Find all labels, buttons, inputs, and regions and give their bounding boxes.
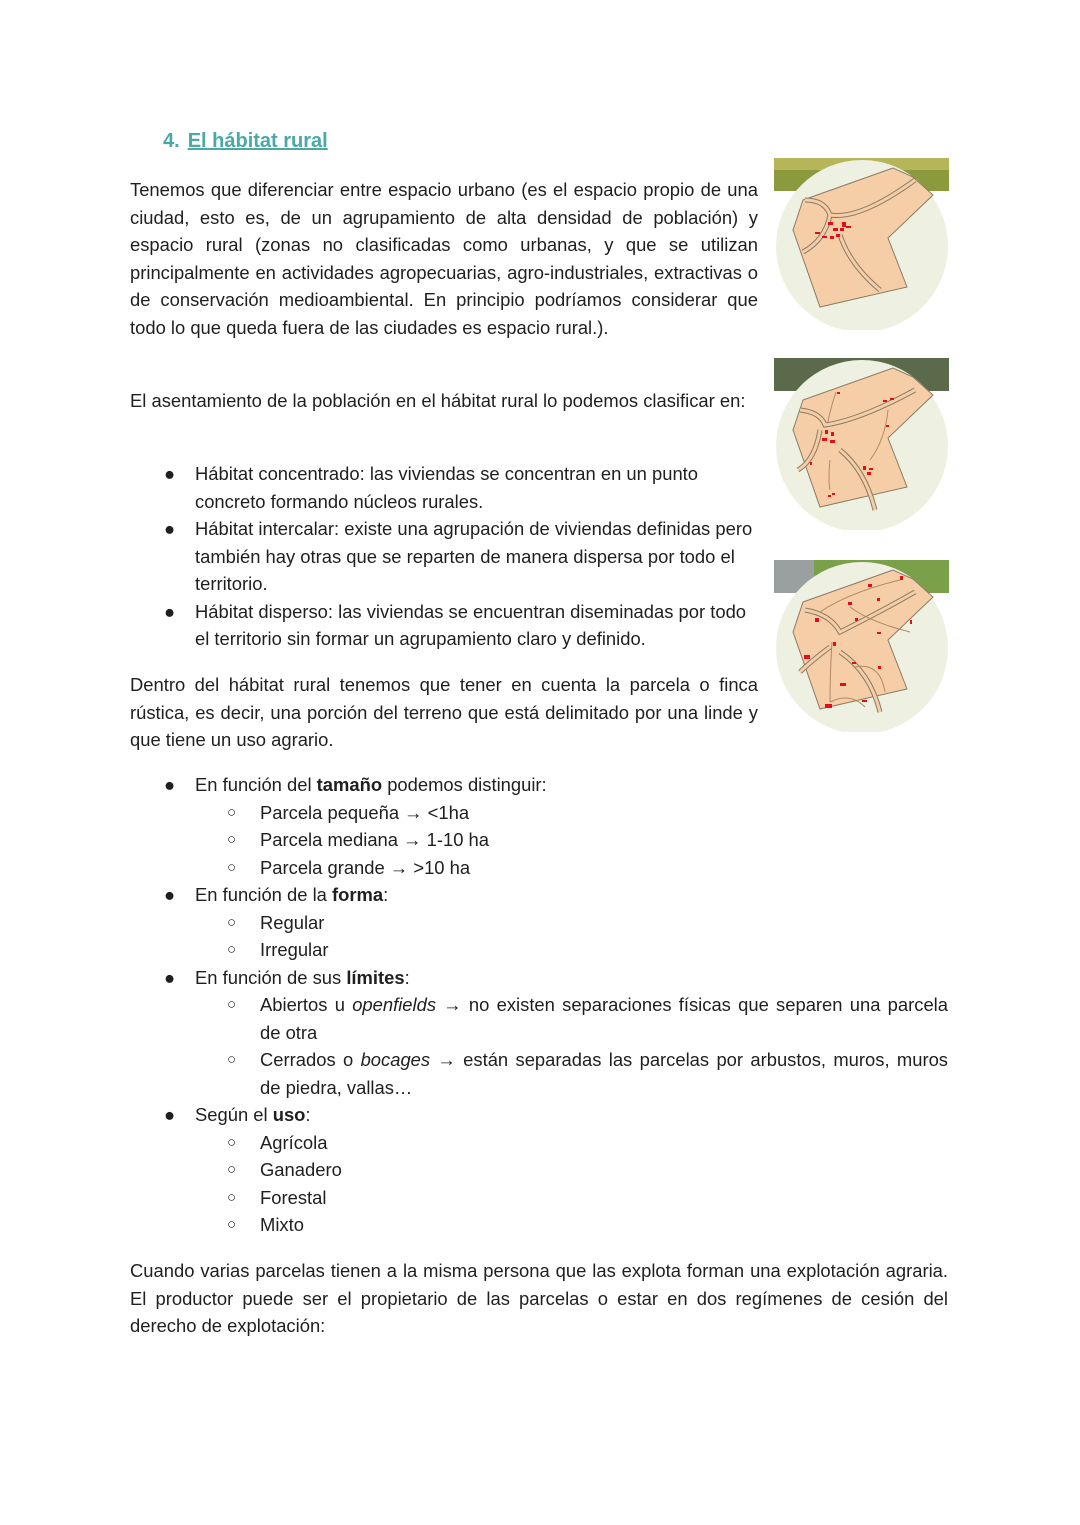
item-text: Irregular bbox=[260, 939, 329, 960]
circle-bullet-icon: ○ bbox=[227, 941, 237, 958]
circle-bullet-icon: ○ bbox=[227, 1188, 237, 1206]
item-text: En función de la bbox=[195, 884, 333, 905]
circle-bullet-icon: ○ bbox=[227, 803, 237, 821]
sub-item bbox=[130, 936, 948, 964]
circle-bullet-icon: ○ bbox=[227, 858, 237, 876]
item-italic: bocages bbox=[360, 1049, 431, 1070]
item-text: Hábitat disperso: las viviendas se encuentran diseminadas por todo el territorio sin formar un agrupamiento claro y definido. bbox=[195, 600, 747, 649]
bullet-icon: ● bbox=[164, 463, 176, 484]
bullet-icon: ● bbox=[164, 518, 176, 539]
sub-item bbox=[130, 854, 948, 882]
list-item bbox=[130, 881, 948, 909]
circle-bullet-icon: ○ bbox=[227, 831, 237, 848]
item-text: Según el bbox=[195, 1104, 273, 1125]
sub-item bbox=[130, 1156, 948, 1184]
sub-item bbox=[130, 799, 948, 827]
bullet-icon: ● bbox=[164, 600, 176, 622]
circle-bullet-icon: ○ bbox=[227, 913, 237, 931]
sub-item bbox=[130, 1046, 948, 1101]
item-text: Abiertos u bbox=[260, 994, 353, 1015]
item-bold: forma bbox=[332, 884, 384, 905]
sub-item bbox=[130, 1129, 948, 1157]
bullet-icon: ● bbox=[164, 774, 176, 795]
criteria-list bbox=[130, 771, 948, 1239]
bullet-icon: ● bbox=[164, 1104, 176, 1125]
sub-item bbox=[130, 991, 948, 1046]
section-heading bbox=[163, 130, 328, 153]
list-item bbox=[130, 598, 758, 653]
circle-bullet-icon: ○ bbox=[227, 1216, 237, 1233]
list-item bbox=[130, 771, 948, 799]
item-text: Parcela mediana → 1-10 ha bbox=[260, 829, 489, 850]
bullet-icon: ● bbox=[164, 884, 176, 905]
sub-item bbox=[130, 909, 948, 937]
dispersed-habitat-map bbox=[770, 552, 950, 732]
item-text: Regular bbox=[260, 911, 325, 933]
item-text: : bbox=[305, 1104, 311, 1125]
heading-title: El hábitat rural bbox=[187, 130, 328, 152]
parcel-paragraph: Dentro del hábitat rural tenemos que tener en cuenta la parcela o finca rústica, es decir, una porción del terreno que está delimitado por una linde y que tiene un uso agrario. bbox=[130, 674, 758, 750]
list-item bbox=[130, 1101, 948, 1129]
item-text: Ganadero bbox=[260, 1159, 342, 1180]
item-text: Agrícola bbox=[260, 1131, 328, 1153]
item-text: Parcela grande → >10 ha bbox=[260, 856, 471, 878]
item-text: : bbox=[383, 884, 389, 905]
item-text: Mixto bbox=[260, 1214, 304, 1235]
circle-bullet-icon: ○ bbox=[227, 1161, 237, 1178]
sub-item bbox=[130, 1184, 948, 1212]
bullet-icon: ● bbox=[164, 966, 176, 988]
intro-paragraph: Tenemos que diferenciar entre espacio urbano (es el espacio propio de una ciudad, esto es, de un agrupamiento de alta densidad de población) y espacio rural (zonas no clasificadas como urbanas, y que se utilizan principalmente en actividades agropecuarias, agro-industriales, extractivas o de conservación medioambiental. En principio podríamos considerar que todo lo que queda fuera de las ciudades es espacio rural.). bbox=[130, 179, 758, 338]
sub-item bbox=[130, 1211, 948, 1239]
item-text: → están separadas las parcelas por arbustos, muros, muros de piedra, vallas… bbox=[260, 1049, 948, 1098]
item-text: → no existen separaciones físicas que separen una parcela de otra bbox=[260, 994, 948, 1043]
list-item bbox=[130, 964, 948, 992]
intercalated-habitat-map bbox=[770, 350, 950, 530]
concentrated-habitat-map bbox=[770, 150, 950, 330]
item-bold: uso bbox=[272, 1104, 306, 1125]
item-text: : bbox=[404, 966, 410, 988]
item-bold: límites bbox=[346, 966, 405, 988]
item-text: Forestal bbox=[260, 1186, 327, 1208]
item-text: Cerrados o bbox=[260, 1049, 361, 1070]
item-text: Hábitat intercalar: existe una agrupación de viviendas definidas pero también hay otras que se reparten de manera dispersa por todo el territorio. bbox=[195, 518, 753, 594]
item-text: En función del bbox=[195, 774, 317, 795]
heading-number: 4. bbox=[163, 130, 180, 152]
item-text: podemos distinguir: bbox=[382, 774, 547, 795]
item-text: Hábitat concentrado: las viviendas se concentran en un punto concreto formando núcleos rurales. bbox=[195, 463, 699, 512]
circle-bullet-icon: ○ bbox=[227, 996, 237, 1013]
habitat-list bbox=[130, 460, 758, 653]
item-italic: openfields bbox=[352, 994, 437, 1015]
circle-bullet-icon: ○ bbox=[227, 1133, 237, 1151]
sub-item bbox=[130, 826, 948, 854]
circle-bullet-icon: ○ bbox=[227, 1051, 237, 1068]
item-bold: tamaño bbox=[316, 774, 383, 795]
farm-paragraph: Cuando varias parcelas tienen a la misma persona que las explota forman una explotación agraria. El productor puede ser el propietario de las parcelas o estar en dos regímenes de cesión del derecho de explotación: bbox=[130, 1260, 948, 1336]
list-item bbox=[130, 515, 758, 598]
settlement-paragraph: El asentamiento de la población en el hábitat rural lo podemos clasificar en: bbox=[130, 390, 746, 411]
item-text: En función de sus bbox=[195, 966, 347, 988]
list-item bbox=[130, 460, 758, 515]
item-text: Parcela pequeña → <1ha bbox=[260, 801, 470, 823]
